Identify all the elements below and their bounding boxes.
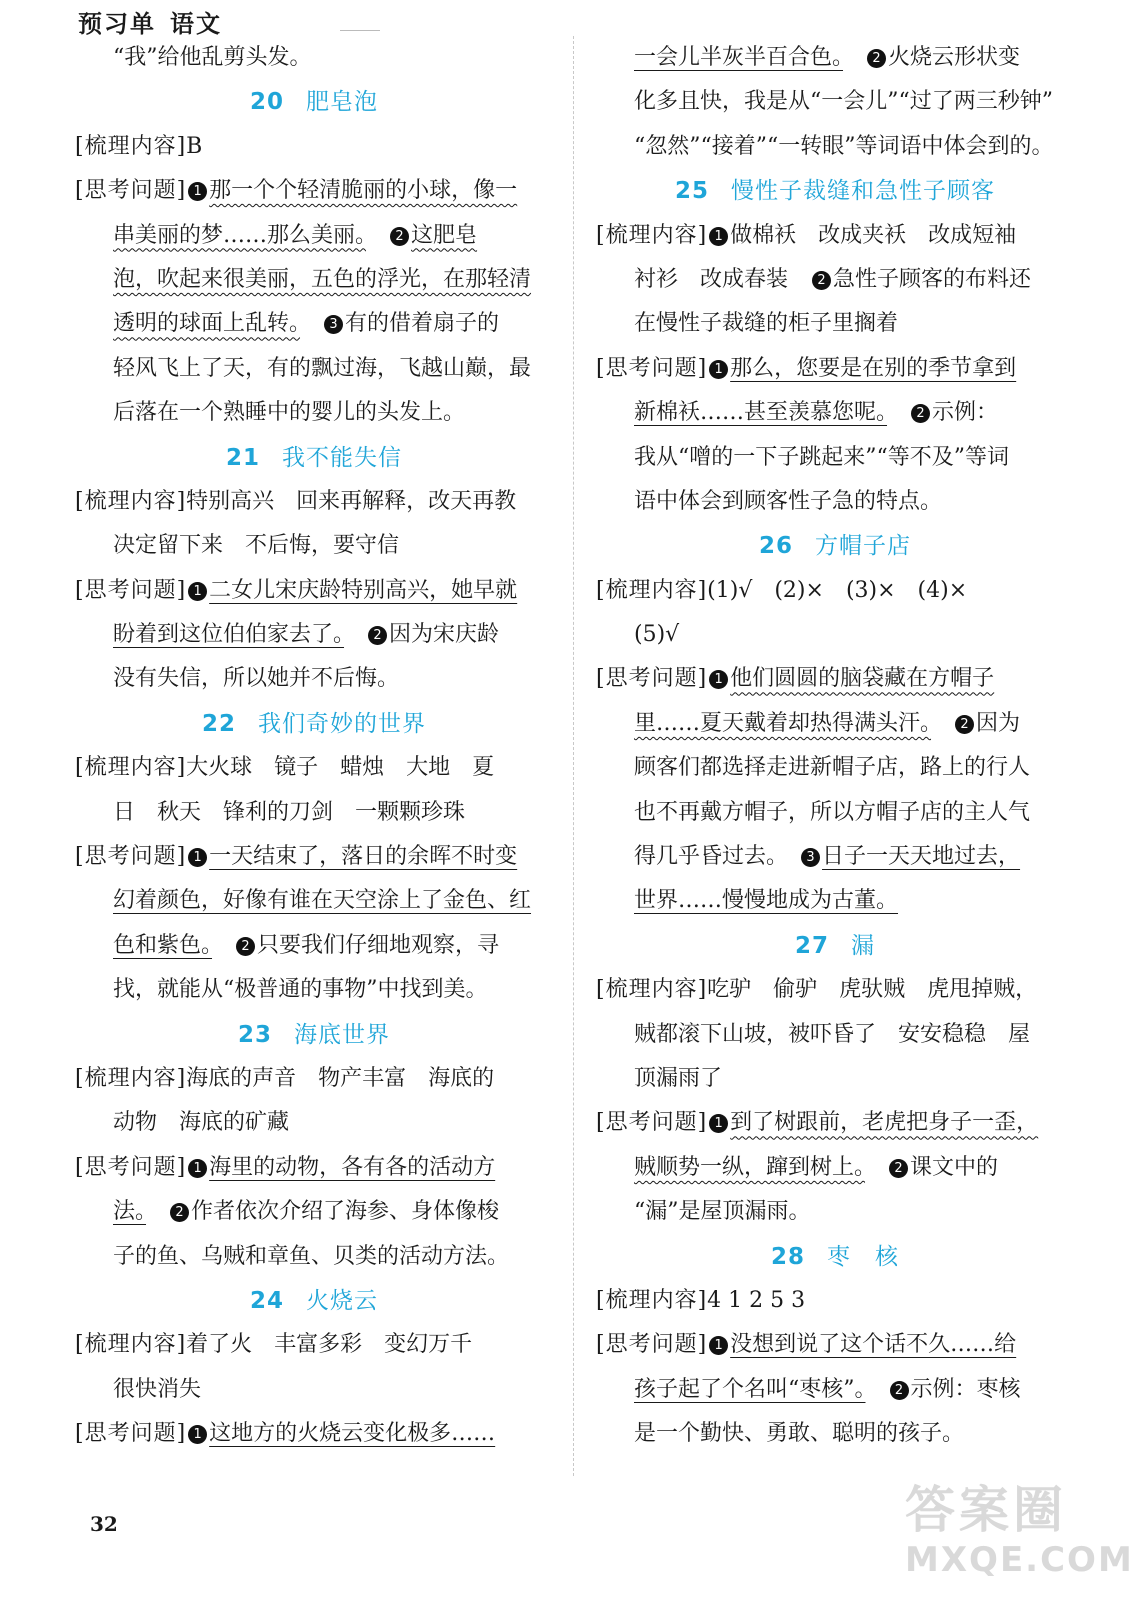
page-number: 32 <box>90 1512 118 1536</box>
content-22-line1: [梳理内容]大火球 镜子 蜡烛 大地 夏 <box>75 755 495 781</box>
section-title-20: 20 肥皂泡 <box>249 89 378 116</box>
header-rule <box>340 30 380 31</box>
marker-2-icon: 2 <box>889 1159 908 1178</box>
question-26-line2: 里……夏天戴着却热得满头汗。 2 因为 <box>634 710 1021 736</box>
marker-3-icon: 3 <box>324 315 343 334</box>
marker-1-icon: 1 <box>188 1425 207 1444</box>
question-20-line2: 串美丽的梦……那么美丽。 2 这肥皂 <box>113 222 478 248</box>
marker-1-icon: 1 <box>188 182 207 201</box>
content-25-line3: 在慢性子裁缝的柜子里搁着 <box>634 311 899 337</box>
left-column <box>75 36 553 1457</box>
question-24-line3: 化多且快，我是从“一会儿”“过了两三秒钟” <box>634 89 1053 115</box>
question-26-line6: 世界……慢慢地成为古董。 <box>634 888 899 914</box>
content-25-line2: 衬衫 改成春装 2 急性子顾客的布料还 <box>634 266 1032 292</box>
question-25-line4: 语中体会到顾客性子急的特点。 <box>634 488 943 514</box>
content-24-line1: [梳理内容]着了火 丰富多彩 变幻万千 <box>75 1332 473 1358</box>
marker-2-icon: 2 <box>390 227 409 246</box>
question-20-line4: 透明的球面上乱转。 3 有的借着扇子的 <box>113 311 500 337</box>
page-header <box>78 4 222 39</box>
question-27-line2: 贼顺势一纵，蹿到树上。 2 课文中的 <box>634 1154 999 1180</box>
marker-1-icon: 1 <box>188 848 207 867</box>
content-28-line1: [梳理内容]4 1 2 5 3 <box>596 1287 806 1313</box>
question-22-line2: 幻着颜色，好像有谁在天空涂上了金色、红 <box>113 888 532 914</box>
question-28-line3: 是一个勤快、勇敢、聪明的孩子。 <box>634 1421 965 1447</box>
column-divider <box>573 36 574 1476</box>
section-title-26: 26 方帽子店 <box>758 533 911 560</box>
question-23-line1: [思考问题] 1 海里的动物，各有各的活动方 <box>75 1154 496 1180</box>
marker-1-icon: 1 <box>709 1336 728 1355</box>
content-27-line3: 顶漏雨了 <box>634 1065 723 1091</box>
watermark-logo <box>905 1480 1134 1595</box>
marker-2-icon: 2 <box>955 715 974 734</box>
intro-line: “我”给他乱剪头发。 <box>113 45 312 70</box>
question-26-line3: 顾客们都选择走进新帽子店，路上的行人 <box>634 755 1031 781</box>
marker-1-icon: 1 <box>188 1159 207 1178</box>
question-25-line1: [思考问题] 1 那么，您要是在别的季节拿到 <box>596 355 1017 381</box>
section-title-21: 21 我不能失信 <box>225 444 402 471</box>
question-21-line3: 没有失信，所以她并不后悔。 <box>113 666 400 692</box>
content-24-line2: 很快消失 <box>113 1376 202 1402</box>
question-20-line5: 轻风飞上了天，有的飘过海，飞越山巅，最 <box>113 355 532 381</box>
header-series: 预习单 <box>78 10 156 38</box>
marker-1-icon: 1 <box>709 227 728 246</box>
content-21-line1: [梳理内容]特别高兴 回来再解释，改天再教 <box>75 488 517 514</box>
question-20-line1: [思考问题] 1 那一个个轻清脆丽的小球，像一 <box>75 178 518 204</box>
content-23-line1: [梳理内容]海底的声音 物产丰富 海底的 <box>75 1065 495 1091</box>
marker-2-icon: 2 <box>236 937 255 956</box>
question-22-line4: 找，就能从“极普通的事物”中找到美。 <box>113 977 488 1003</box>
section-title-25: 25 慢性子裁缝和急性子顾客 <box>674 178 995 205</box>
content-23-line2: 动物 海底的矿藏 <box>113 1110 290 1136</box>
content-26-line2: (5)√ <box>634 622 680 648</box>
marker-1-icon: 1 <box>188 582 207 601</box>
question-24-line2: 一会儿半灰半百合色。 2 火烧云形状变 <box>634 45 1021 70</box>
question-28-line1: [思考问题] 1 没想到说了这个话不久……给 <box>596 1332 1017 1358</box>
marker-2-icon: 2 <box>368 626 387 645</box>
watermark-line1: 答案圈 <box>905 1481 1067 1539</box>
question-26-line5: 得几乎昏过去。 3 日子一天天地过去， <box>634 844 1021 870</box>
marker-1-icon: 1 <box>709 670 728 689</box>
question-27-line1: [思考问题] 1 到了树跟前，老虎把身子一歪， <box>596 1110 1039 1136</box>
right-column <box>596 36 1074 1457</box>
question-25-line3: 我从“噌的一下子跳起来”“等不及”等词 <box>634 444 1009 470</box>
question-21-line2: 盼着到这位伯伯家去了。 2 因为宋庆龄 <box>113 622 500 648</box>
content-27-line2: 贼都滚下山坡，被吓昏了 安安稳稳 屋 <box>634 1021 1031 1047</box>
question-23-line2: 法。 2 作者依次介绍了海参、身体像梭 <box>113 1199 500 1225</box>
content-25-line1: [梳理内容] 1 做棉袄 改成夹袄 改成短袖 <box>596 222 1017 248</box>
question-27-line3: “漏”是屋顶漏雨。 <box>634 1199 811 1225</box>
question-23-line3: 子的鱼、乌贼和章鱼、贝类的活动方法。 <box>113 1243 510 1269</box>
question-26-line4: 也不再戴方帽子，所以方帽子店的主人气 <box>634 799 1031 825</box>
watermark-line2: MXQE.COM <box>905 1540 1134 1580</box>
section-title-28: 28 枣 核 <box>770 1243 899 1270</box>
question-21-line1: [思考问题] 1 二女儿宋庆龄特别高兴，她早就 <box>75 577 518 603</box>
question-24-line1: [思考问题] 1 这地方的火烧云变化极多…… <box>75 1421 496 1447</box>
question-24-line4: “忽然”“接着”“一转眼”等词语中体会到的。 <box>634 133 1054 159</box>
question-20-line6: 后落在一个熟睡中的婴儿的头发上。 <box>113 400 466 426</box>
section-title-27: 27 漏 <box>794 932 875 959</box>
content-27-line1: [梳理内容]吃驴 偷驴 虎驮贼 虎甩掉贼， <box>596 977 1038 1003</box>
marker-1-icon: 1 <box>709 360 728 379</box>
marker-2-icon: 2 <box>170 1203 189 1222</box>
content-20: [梳理内容]B <box>75 133 203 159</box>
question-22-line1: [思考问题] 1 一天结束了，落日的余晖不时变 <box>75 844 518 870</box>
section-title-23: 23 海底世界 <box>237 1021 390 1048</box>
content-22-line2: 日 秋天 锋利的刀剑 一颗颗珍珠 <box>113 799 466 825</box>
content-26-line1: [梳理内容](1)√ (2)× (3)× (4)× <box>596 577 968 603</box>
marker-1-icon: 1 <box>709 1114 728 1133</box>
section-title-22: 22 我们奇妙的世界 <box>201 710 426 737</box>
marker-3-icon: 3 <box>801 848 820 867</box>
section-title-24: 24 火烧云 <box>249 1287 378 1314</box>
content-21-line2: 决定留下来 不后悔，要守信 <box>113 533 400 559</box>
question-25-line2: 新棉袄……甚至羡慕您呢。 2 示例： <box>634 400 999 426</box>
question-22-line3: 色和紫色。 2 只要我们仔细地观察，寻 <box>113 932 500 958</box>
marker-2-icon: 2 <box>812 271 831 290</box>
marker-2-icon: 2 <box>911 404 930 423</box>
header-subject: 语文 <box>170 10 222 38</box>
question-28-line2: 孩子起了个名叫“枣核”。 2 示例：枣核 <box>634 1376 1021 1402</box>
marker-2-icon: 2 <box>890 1381 909 1400</box>
marker-2-icon: 2 <box>867 49 886 68</box>
question-20-line3: 泡，吹起来很美丽，五色的浮光，在那轻清 <box>113 266 532 292</box>
question-26-line1: [思考问题] 1 他们圆圆的脑袋藏在方帽子 <box>596 666 995 692</box>
